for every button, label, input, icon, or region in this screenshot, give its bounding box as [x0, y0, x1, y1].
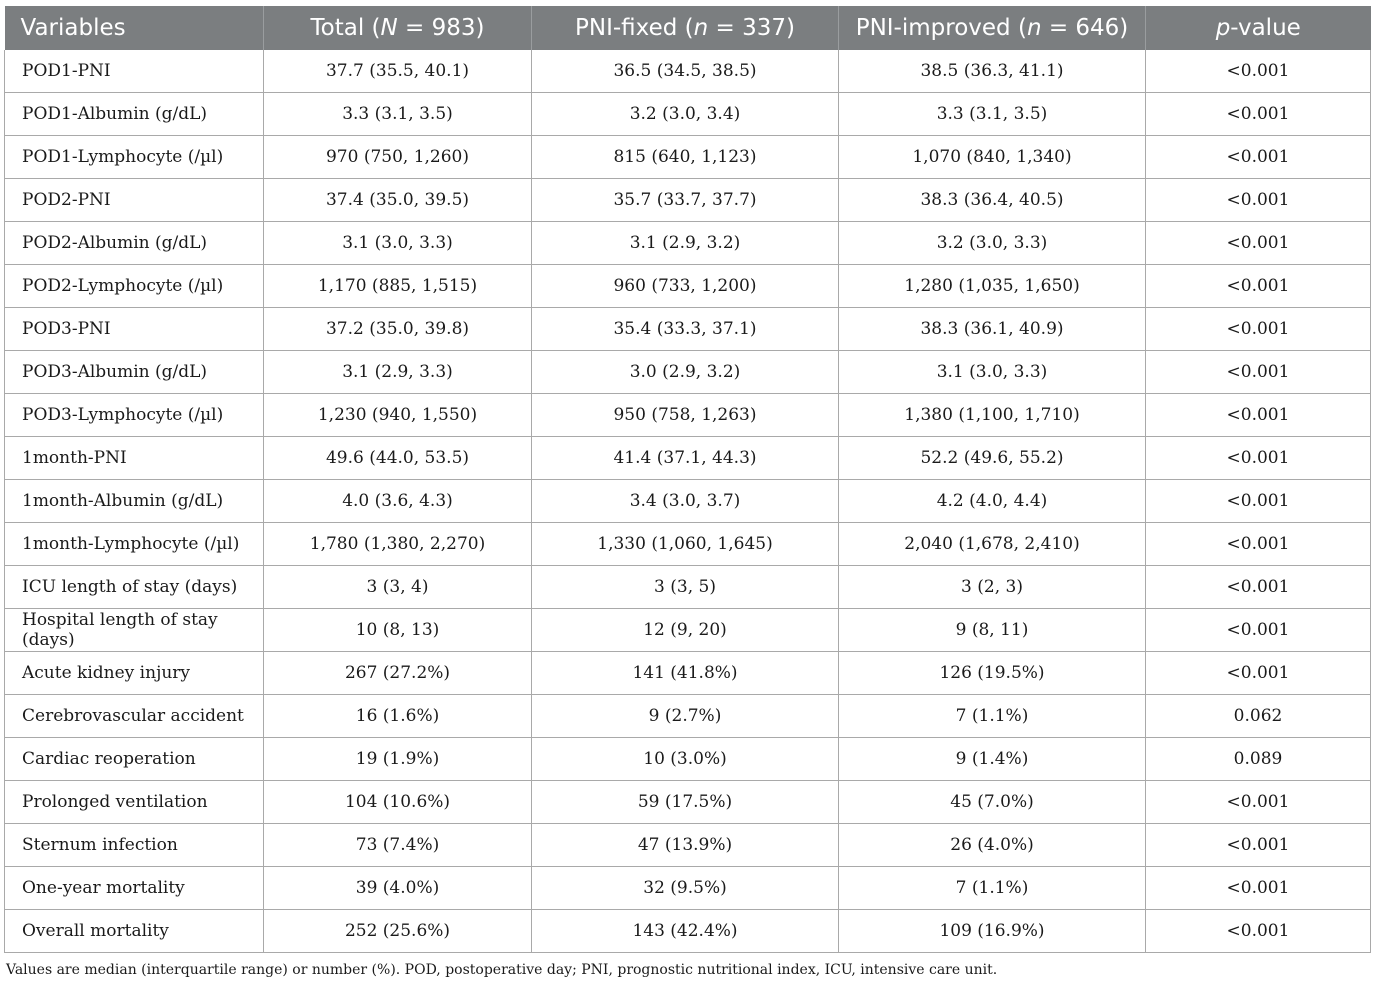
p-value-cell: 0.089 [1146, 738, 1371, 781]
variable-cell: One-year mortality [5, 867, 264, 910]
variable-cell: POD3-Lymphocyte (/µl) [5, 394, 264, 437]
header-total-suffix: = 983) [397, 15, 485, 41]
pni-fixed-cell: 950 (758, 1,263) [532, 394, 839, 437]
table-row [5, 695, 1371, 738]
table-row [5, 910, 1371, 953]
p-value-cell: 0.062 [1146, 695, 1371, 738]
table-row [5, 222, 1371, 265]
pni-fixed-cell: 9 (2.7%) [532, 695, 839, 738]
p-value-cell: <0.001 [1146, 910, 1371, 953]
pni-fixed-cell: 32 (9.5%) [532, 867, 839, 910]
pni-fixed-cell: 960 (733, 1,200) [532, 265, 839, 308]
total-cell: 3.3 (3.1, 3.5) [264, 93, 532, 136]
total-cell: 970 (750, 1,260) [264, 136, 532, 179]
variable-cell: 1month-PNI [5, 437, 264, 480]
pni-fixed-cell: 12 (9, 20) [532, 609, 839, 652]
total-cell: 1,780 (1,380, 2,270) [264, 523, 532, 566]
total-cell: 3 (3, 4) [264, 566, 532, 609]
pni-fixed-cell: 59 (17.5%) [532, 781, 839, 824]
variable-cell: Acute kidney injury [5, 652, 264, 695]
pni-improved-cell: 45 (7.0%) [839, 781, 1146, 824]
table-row [5, 824, 1371, 867]
variable-cell: POD1-Albumin (g/dL) [5, 93, 264, 136]
header-p-value [1146, 6, 1371, 50]
p-value-cell: <0.001 [1146, 394, 1371, 437]
results-table-container [4, 6, 1370, 953]
table-row [5, 50, 1371, 93]
header-pvalue-var: p [1215, 15, 1231, 41]
pni-improved-cell: 109 (16.9%) [839, 910, 1146, 953]
header-fixed-suffix: = 337) [708, 15, 795, 41]
table-row [5, 480, 1371, 523]
header-variables [5, 6, 264, 50]
table-row [5, 781, 1371, 824]
pni-improved-cell: 1,280 (1,035, 1,650) [839, 265, 1146, 308]
variable-cell: 1month-Lymphocyte (/µl) [5, 523, 264, 566]
p-value-cell: <0.001 [1146, 566, 1371, 609]
table-row [5, 394, 1371, 437]
header-total-prefix: Total ( [310, 15, 381, 41]
p-value-cell: <0.001 [1146, 308, 1371, 351]
header-improved-prefix: PNI-improved ( [855, 15, 1027, 41]
pni-improved-cell: 38.5 (36.3, 41.1) [839, 50, 1146, 93]
p-value-cell: <0.001 [1146, 222, 1371, 265]
table-row [5, 136, 1371, 179]
pni-fixed-cell: 3.1 (2.9, 3.2) [532, 222, 839, 265]
pni-improved-cell: 26 (4.0%) [839, 824, 1146, 867]
variable-cell: ICU length of stay (days) [5, 566, 264, 609]
pni-fixed-cell: 35.7 (33.7, 37.7) [532, 179, 839, 222]
table-footnote: Values are median (interquartile range) or number (%). POD, postoperative day; PNI, prognostic nutritional index, ICU, intensive care unit. [6, 962, 998, 978]
header-pni-improved [839, 6, 1146, 50]
variable-cell: POD1-PNI [5, 50, 264, 93]
variable-cell: POD2-Lymphocyte (/µl) [5, 265, 264, 308]
total-cell: 10 (8, 13) [264, 609, 532, 652]
pni-improved-cell: 1,070 (840, 1,340) [839, 136, 1146, 179]
pni-fixed-cell: 1,330 (1,060, 1,645) [532, 523, 839, 566]
pni-improved-cell: 7 (1.1%) [839, 695, 1146, 738]
variable-cell: Sternum infection [5, 824, 264, 867]
pni-fixed-cell: 35.4 (33.3, 37.1) [532, 308, 839, 351]
header-total [264, 6, 532, 50]
variable-cell: 1month-Albumin (g/dL) [5, 480, 264, 523]
variable-cell: POD3-Albumin (g/dL) [5, 351, 264, 394]
p-value-cell: <0.001 [1146, 480, 1371, 523]
p-value-cell: <0.001 [1146, 93, 1371, 136]
pni-improved-cell: 4.2 (4.0, 4.4) [839, 480, 1146, 523]
table-row [5, 93, 1371, 136]
table-row [5, 437, 1371, 480]
pni-fixed-cell: 815 (640, 1,123) [532, 136, 839, 179]
total-cell: 16 (1.6%) [264, 695, 532, 738]
total-cell: 104 (10.6%) [264, 781, 532, 824]
total-cell: 37.7 (35.5, 40.1) [264, 50, 532, 93]
variable-cell: Prolonged ventilation [5, 781, 264, 824]
p-value-cell: <0.001 [1146, 179, 1371, 222]
table-row [5, 867, 1371, 910]
total-cell: 73 (7.4%) [264, 824, 532, 867]
pni-improved-cell: 126 (19.5%) [839, 652, 1146, 695]
table-row [5, 265, 1371, 308]
header-row [5, 6, 1371, 50]
variable-cell: POD3-PNI [5, 308, 264, 351]
total-cell: 49.6 (44.0, 53.5) [264, 437, 532, 480]
pni-improved-cell: 3.1 (3.0, 3.3) [839, 351, 1146, 394]
pni-improved-cell: 3.3 (3.1, 3.5) [839, 93, 1146, 136]
pni-improved-cell: 1,380 (1,100, 1,710) [839, 394, 1146, 437]
header-pni-fixed [532, 6, 839, 50]
pni-improved-cell: 9 (8, 11) [839, 609, 1146, 652]
results-table [4, 6, 1371, 953]
p-value-cell: <0.001 [1146, 265, 1371, 308]
pni-improved-cell: 3.2 (3.0, 3.3) [839, 222, 1146, 265]
table-row [5, 351, 1371, 394]
total-cell: 19 (1.9%) [264, 738, 532, 781]
table-row [5, 179, 1371, 222]
variable-cell: Overall mortality [5, 910, 264, 953]
total-cell: 3.1 (2.9, 3.3) [264, 351, 532, 394]
p-value-cell: <0.001 [1146, 50, 1371, 93]
total-cell: 252 (25.6%) [264, 910, 532, 953]
table-row [5, 652, 1371, 695]
table-row [5, 566, 1371, 609]
p-value-cell: <0.001 [1146, 652, 1371, 695]
total-cell: 3.1 (3.0, 3.3) [264, 222, 532, 265]
pni-fixed-cell: 3 (3, 5) [532, 566, 839, 609]
pni-fixed-cell: 47 (13.9%) [532, 824, 839, 867]
pni-fixed-cell: 3.0 (2.9, 3.2) [532, 351, 839, 394]
table-row [5, 523, 1371, 566]
table-row [5, 738, 1371, 781]
total-cell: 1,170 (885, 1,515) [264, 265, 532, 308]
header-improved-suffix: = 646) [1041, 15, 1129, 41]
pni-fixed-cell: 141 (41.8%) [532, 652, 839, 695]
p-value-cell: <0.001 [1146, 136, 1371, 179]
pni-fixed-cell: 36.5 (34.5, 38.5) [532, 50, 839, 93]
total-cell: 37.4 (35.0, 39.5) [264, 179, 532, 222]
pni-improved-cell: 9 (1.4%) [839, 738, 1146, 781]
variable-cell: POD1-Lymphocyte (/µl) [5, 136, 264, 179]
pni-fixed-cell: 3.4 (3.0, 3.7) [532, 480, 839, 523]
header-fixed-var: n [693, 15, 709, 41]
p-value-cell: <0.001 [1146, 609, 1371, 652]
total-cell: 1,230 (940, 1,550) [264, 394, 532, 437]
pni-fixed-cell: 10 (3.0%) [532, 738, 839, 781]
total-cell: 37.2 (35.0, 39.8) [264, 308, 532, 351]
total-cell: 267 (27.2%) [264, 652, 532, 695]
p-value-cell: <0.001 [1146, 523, 1371, 566]
pni-improved-cell: 38.3 (36.1, 40.9) [839, 308, 1146, 351]
p-value-cell: <0.001 [1146, 437, 1371, 480]
header-total-var: N [380, 15, 398, 41]
header-pvalue-suffix: -value [1230, 15, 1301, 41]
table-header [5, 6, 1371, 50]
header-variables-label: Variables [20, 15, 126, 41]
header-fixed-prefix: PNI-fixed ( [575, 15, 694, 41]
variable-cell: Hospital length of stay (days) [5, 609, 264, 652]
header-improved-var: n [1026, 15, 1042, 41]
pni-improved-cell: 52.2 (49.6, 55.2) [839, 437, 1146, 480]
pni-improved-cell: 2,040 (1,678, 2,410) [839, 523, 1146, 566]
p-value-cell: <0.001 [1146, 351, 1371, 394]
pni-fixed-cell: 3.2 (3.0, 3.4) [532, 93, 839, 136]
total-cell: 4.0 (3.6, 4.3) [264, 480, 532, 523]
table-row [5, 308, 1371, 351]
pni-improved-cell: 3 (2, 3) [839, 566, 1146, 609]
pni-fixed-cell: 41.4 (37.1, 44.3) [532, 437, 839, 480]
table-row [5, 609, 1371, 652]
pni-fixed-cell: 143 (42.4%) [532, 910, 839, 953]
pni-improved-cell: 38.3 (36.4, 40.5) [839, 179, 1146, 222]
variable-cell: Cerebrovascular accident [5, 695, 264, 738]
variable-cell: POD2-Albumin (g/dL) [5, 222, 264, 265]
p-value-cell: <0.001 [1146, 824, 1371, 867]
p-value-cell: <0.001 [1146, 867, 1371, 910]
table-body [5, 50, 1371, 953]
pni-improved-cell: 7 (1.1%) [839, 867, 1146, 910]
total-cell: 39 (4.0%) [264, 867, 532, 910]
p-value-cell: <0.001 [1146, 781, 1371, 824]
variable-cell: POD2-PNI [5, 179, 264, 222]
variable-cell: Cardiac reoperation [5, 738, 264, 781]
